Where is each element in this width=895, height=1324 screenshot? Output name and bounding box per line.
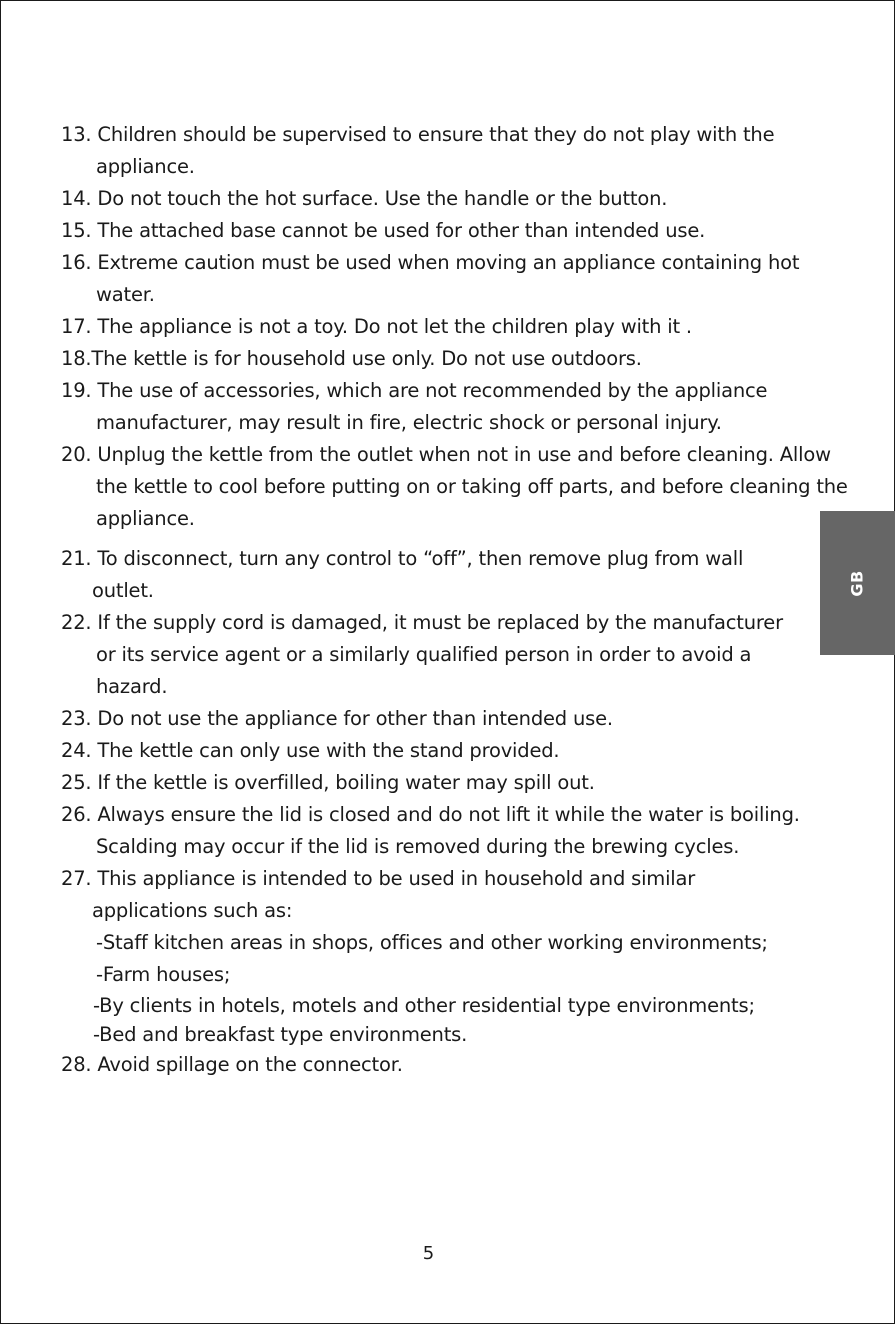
list-item: 23. Do not use the appliance for other than intended use. bbox=[61, 707, 613, 730]
list-item: 22. If the supply cord is damaged, it must be replaced by the manufacturer or its service agent or a similarly qualified person in order to avoid a hazard. bbox=[61, 611, 783, 698]
sub-list-item: -Staff kitchen areas in shops, offices and other working environments; bbox=[96, 931, 768, 954]
list-item: 15. The attached base cannot be used for other than intended use. bbox=[61, 219, 706, 242]
list-item: 17. The appliance is not a toy. Do not let the children play with it . bbox=[61, 315, 692, 338]
list-item: 26. Always ensure the lid is closed and do not lift it while the water is boiling. Scalding may occur if the lid is removed during the brewing cycles. bbox=[61, 803, 800, 858]
sub-list-item: -Farm houses; bbox=[96, 963, 231, 986]
list-item: 20. Unplug the kettle from the outlet when not in use and before cleaning. Allow the kettle to cool before putting on or taking off parts, and before cleaning the appliance. bbox=[61, 443, 848, 530]
page-number: 5 bbox=[422, 1243, 435, 1264]
list-item: 21. To disconnect, turn any control to “off”, then remove plug from wall outlet. bbox=[61, 547, 744, 602]
language-tab-label: GB bbox=[847, 569, 867, 597]
list-item: 14. Do not touch the hot surface. Use the handle or the button. bbox=[61, 187, 668, 210]
list-item: 18.The kettle is for household use only. Do not use outdoors. bbox=[61, 347, 642, 370]
list-item: 13. Children should be supervised to ensure that they do not play with the appliance. bbox=[61, 123, 775, 178]
list-item: 28. Avoid spillage on the connector. bbox=[61, 1053, 403, 1076]
language-tab bbox=[820, 511, 895, 655]
list-item: 19. The use of accessories, which are not recommended by the appliance manufacturer, may result in fire, electric shock or personal injury. bbox=[61, 379, 768, 434]
list-item: 25. If the kettle is overfilled, boiling water may spill out. bbox=[61, 771, 595, 794]
list-item: 27. This appliance is intended to be used in household and similar applications such as: -Staff kitchen areas in shops, offices and other working environments; -Farm houses; -By clients in hotels, motels and other residential type environments; -Bed and breakfast type environments. bbox=[61, 863, 866, 1049]
list-item: 24. The kettle can only use with the stand provided. bbox=[61, 739, 560, 762]
list-item: 16. Extreme caution must be used when moving an appliance containing hot water. bbox=[61, 251, 800, 306]
safety-instructions-list bbox=[61, 119, 866, 1081]
sub-list-item: -Bed and breakfast type environments. bbox=[93, 1023, 468, 1046]
sub-list-item: -By clients in hotels, motels and other residential type environments; bbox=[93, 994, 755, 1017]
